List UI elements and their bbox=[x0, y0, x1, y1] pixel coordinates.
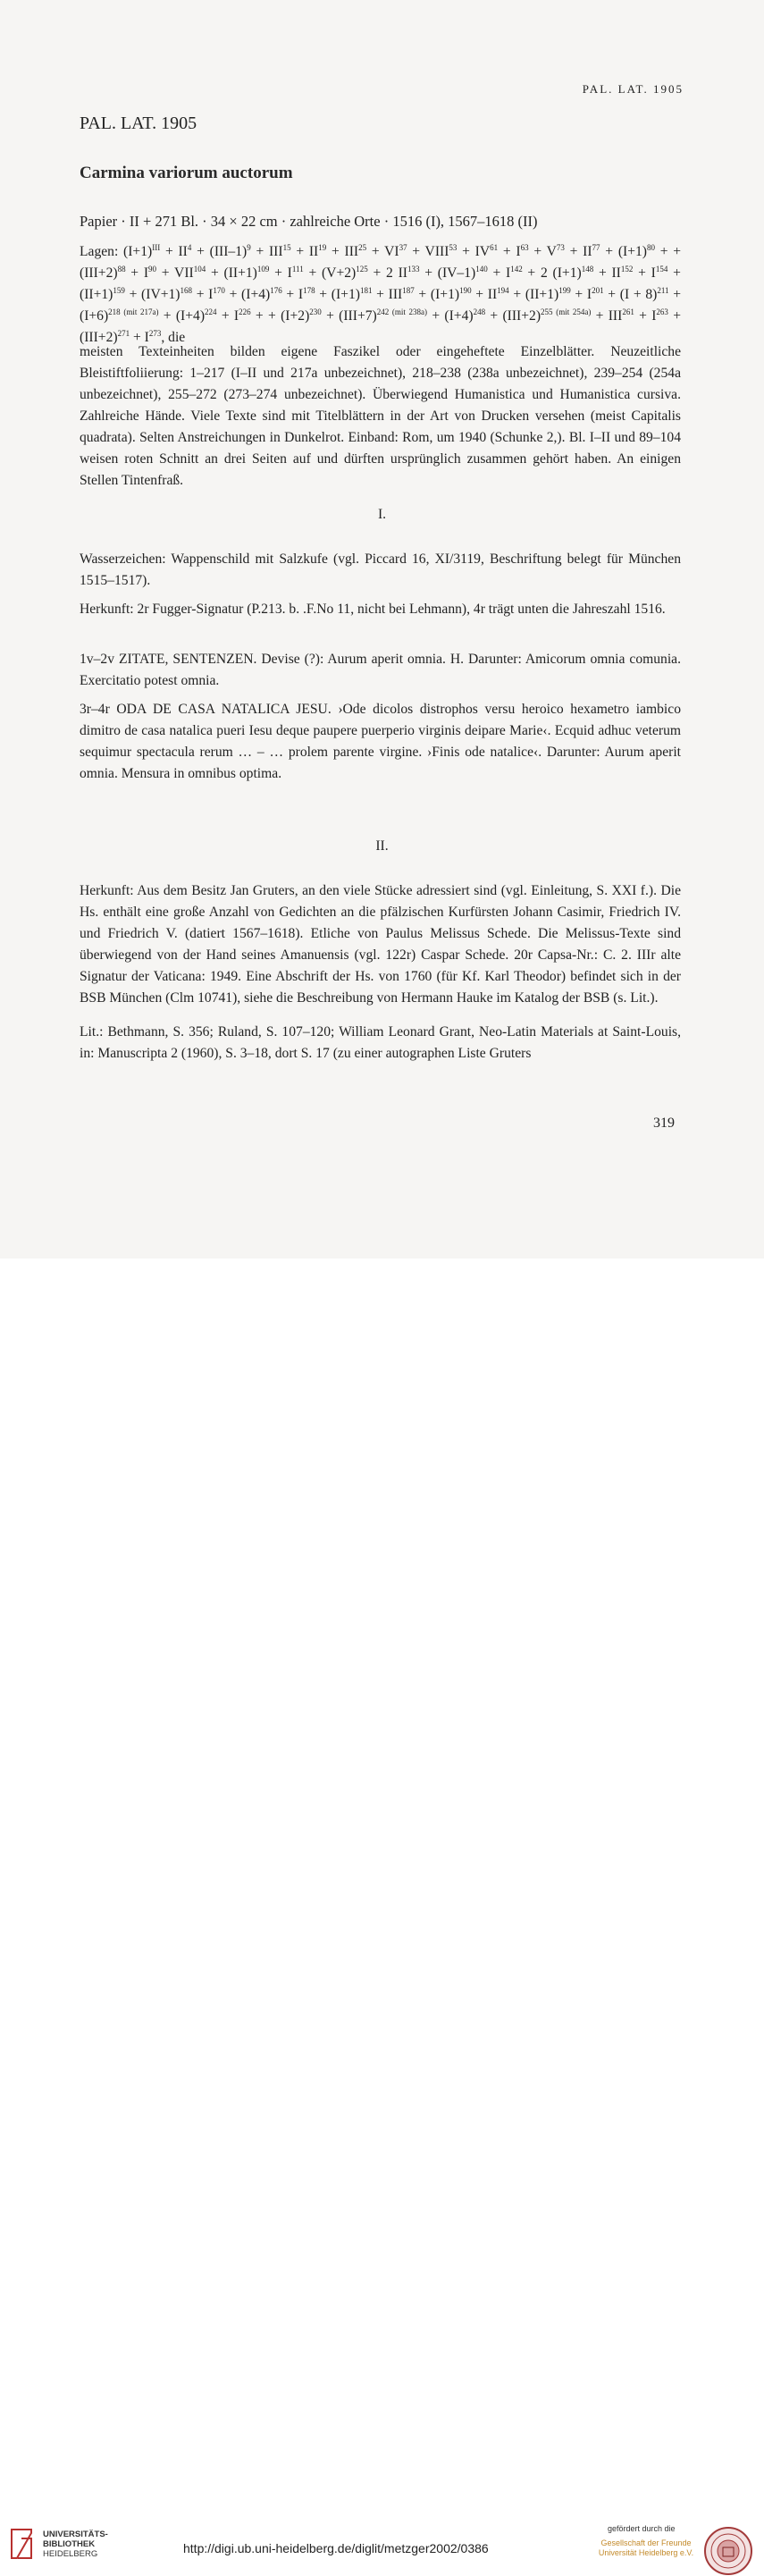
page-number: 319 bbox=[653, 1115, 675, 1131]
permalink-url[interactable]: http://digi.ub.uni-heidelberg.de/diglit/metzger2002/0386 bbox=[183, 2541, 489, 2555]
physical-summary: Papier · II + 271 Bl. · 34 × 22 cm · zahlreiche Orte · 1516 (I), 1567–1618 (II) bbox=[80, 213, 538, 230]
content-entry-1: 1v–2v ZITATE, SENTENZEN. Devise (?): Aurum aperit omnia. H. Darunter: Amicorum omnia comunia. Exercitatio potest omnia. bbox=[80, 652, 681, 688]
provenance-one: Herkunft: 2r Fugger-Signatur (P.213. b. .F.No 11, nicht bei Lehmann), 4r trägt unten die Jahreszahl 1516. bbox=[80, 602, 666, 617]
footer-bar bbox=[0, 1259, 764, 2559]
running-head: PAL. LAT. 1905 bbox=[582, 82, 684, 96]
content-entry-2: 3r–4r ODA DE CASA NATALICA JESU. ›Ode dicolos distrophos versu heroico hexametro iambico dimitro de casa natalica pueri Iesu deque paupere puerperio virginis deipare Marie‹. Ecquid adhuc veterum sequimur spectacula rerum … – … prolem parente virgine. ›Finis ode natalice‹. Darunter: Aurum aperit omnia. Mensura in omnibus optima. bbox=[80, 702, 681, 781]
section-heading-two: II. bbox=[375, 838, 389, 854]
shelfmark: PAL. LAT. 1905 bbox=[80, 114, 197, 133]
quire-formula: Lagen: $(I+1)^{III} + II^4 + (III-1)^9 + III^{15} + II^{19} + III^{25} + VI^{37}$ + $VIII^{53} + IV^{61} + I^{63} + V^{73} + II^{77} + (I+1)^{80}$ + + $(III+2)^{88} + I^{90} + VII^{104} + (II+1)^{109} + I^{111} + (V+2)^{125} + 2$ $II^{133} + (IV-1)^{140} + I^{142} + 2$ $(I+1)^{148} + II^{152} + I^{154} + (II+1)^{159} + (IV+1)^{168} + I^{170} + (I+4)^{176} + I^{178} + (I+1)^{181} + III^{187} + (I+1)^{190} + II^{194} + (II+1)^{199} + I^{201} + (I + 8)^{211} + (I+6)^{218 (mit 217a)} + (I+4)^{224} + I^{226}$ + + $(I+2)^{230} + (III+7)^{242 (mit 238a)} + (I+4)^{248} + (III+2)^{255 (mit 254a)} + III^{261} + I^{263} + (III+2)^{271} + I^{273}$, die bbox=[80, 242, 682, 345]
watermark-note: Wasserzeichen: Wappenschild mit Salzkufe (vgl. Piccard 16, XI/3119, Beschriftung belegt für München 1515–1517). bbox=[80, 551, 681, 588]
funding-organization: Gesellschaft der Freunde Universität Heidelberg e.V. bbox=[598, 2538, 694, 2557]
literature: Lit.: Bethmann, S. 356; Ruland, S. 107–120; William Leonard Grant, Neo-Latin Materials at Saint-Louis, in: Manuscripta 2 (1960), S. 3–18, dort S. 17 (zu einer autographen Liste Gruters bbox=[80, 1024, 681, 1061]
university-seal-icon bbox=[703, 2526, 753, 2576]
funding-label: gefördert durch die bbox=[608, 2524, 676, 2533]
document-page bbox=[0, 0, 764, 1259]
physical-description: meisten Texteinheiten bilden eigene Faszikel oder eingeheftete Einzelblätter. Neuzeitliche Bleistiftfoliierung: 1–217 (I–II und 217a unbezeichnet), 218–238 (238a unbezeichnet), 239–254 (254a unbezeichnet), 255–272 (273–274 unbezeichnet). Überwiegend Humanistica und Humanistica cursiva. Zahlreiche Hände. Viele Texte sind mit Titelblättern in der Art von Drucken versehen (meist Capitalis quadrata). Selten Anstreichungen in Dunkelrot. Einband: Rom, um 1940 (Schunke 2,). Bl. I–II und 89–104 weisen roten Schnitt an drei Seiten auf und dürften ursprünglich zusammen gehört haben. An einigen Stellen Tintenfraß. bbox=[80, 344, 681, 488]
ub-heidelberg-logo-icon bbox=[9, 2526, 34, 2562]
library-name: UNIVERSITÄTS- BIBLIOTHEK HEIDELBERG bbox=[43, 2530, 108, 2559]
section-heading-one: I. bbox=[377, 507, 387, 522]
provenance-two: Herkunft: Aus dem Besitz Jan Gruters, an den viele Stücke adressiert sind (vgl. Einleitung, S. XXI f.). Die Hs. enthält eine große Anzahl von Gedichten an die pfälzischen Kurfürsten Johann Casimir, Friedrich IV. und Friedrich V. (datiert 1567–1618). Etliche von Paulus Melissus Schede. Die Melissus-Texte sind überwiegend von der Hand seines Amanuensis (vgl. 122r) Caspar Schede. 20r Capsa-Nr.: C. 2. IIIr alte Signatur der Vaticana: 1949. Eine Abschrift der Hs. von 1760 (für Kf. Karl Theodor) befindet sich in der BSB München (Clm 10741), siehe die Beschreibung von Hermann Hauke im Katalog der BSB (s. Lit.). bbox=[80, 883, 681, 1006]
manuscript-title: Carmina variorum auctorum bbox=[80, 164, 293, 182]
